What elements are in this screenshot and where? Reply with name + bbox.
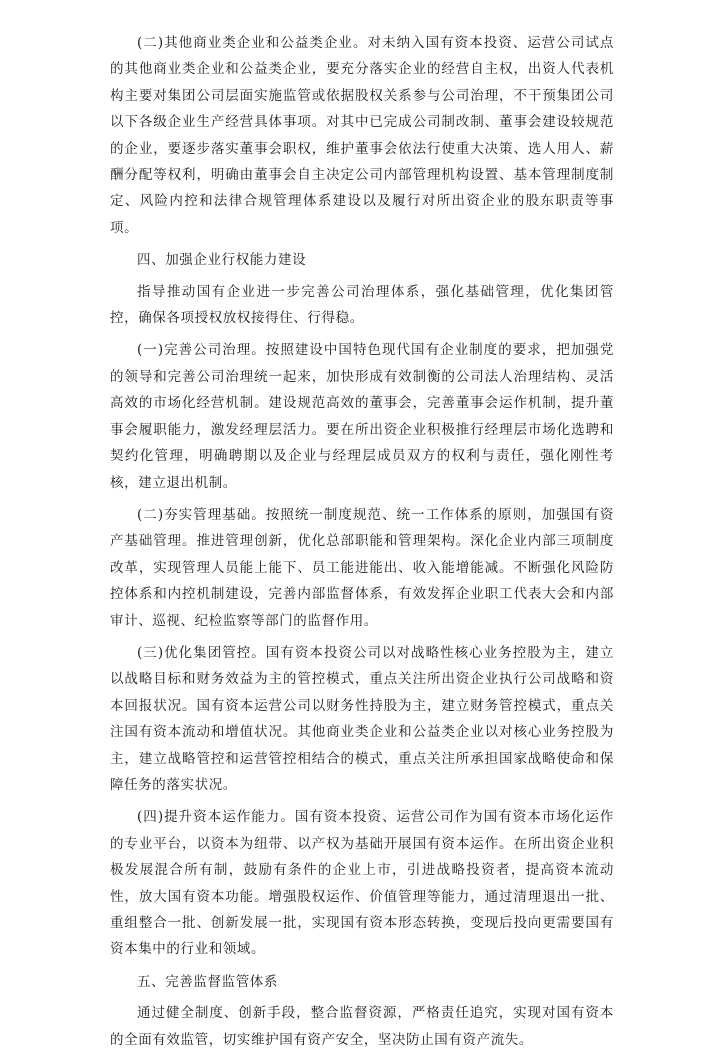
paragraph-group-control: (三)优化集团管控。国有资本投资公司以对战略性核心业务控股为主，建立以战略目标和财务效益为主的管控模式，重点关注所出资企业执行公司战略和资本回报状况。国有资本运营公司以财务性持股为主，建立财务管控模式，重点关注国有资本流动和增值状况。其他商业类企业和公益类企业以对核心业务控股为主，建立战略管控和运营管控相结合的模式，重点关注所承担国家战略使命和保障任务的落实状况。	[110, 644, 614, 793]
section-heading-supervision-system: 五、完善监督监管体系	[137, 973, 278, 990]
section-heading-capacity-building: 四、加强企业行权能力建设	[137, 252, 307, 269]
paragraph-capital-operation: (四)提升资本运作能力。国有资本投资、运营公司作为国有资本市场化运作的专业平台，以资本为纽带、以产权为基础开展国有资本运作。在所出资企业积极发展混合所有制，鼓励有条件的企业上市，引进战略投资者，提高资本流动性，放大国有资本功能。增强股权运作、价值管理等能力，通过清理退出一批、重组整合一批、创新发展一批，实现国有资本形态转换，变现后投向更需要国有资本集中的行业和领域。	[110, 809, 614, 958]
paragraph-management-foundation: (二)夯实管理基础。按照统一制度规范、统一工作体系的原则，加强国有资产基础管理。推进管理创新，优化总部职能和管理架构。深化企业内部三项制度改革，实现管理人员能上能下、员工能进能出、收入能增能减。不断强化风险防控体系和内控机制建设，完善内部监督体系，有效发挥企业职工代表大会和内部审计、巡视、纪检监察等部门的监督作用。	[110, 506, 614, 629]
paragraph-corporate-governance: (一)完善公司治理。按照建设中国特色现代国有企业制度的要求，把加强党的领导和完善公司治理统一起来，加快形成有效制衡的公司法人治理结构、灵活高效的市场化经营机制。建设规范高效的董事会，完善董事会运作机制，提升董事会履职能力，激发经理层活力。要在所出资企业积极推行经理层市场化选聘和契约化管理，明确聘期以及企业与经理层成员双方的权利与责任，强化刚性考核，建立退出机制。	[110, 342, 614, 491]
paragraph-enterprise-autonomy: (二)其他商业类企业和公益类企业。对未纳入国有资本投资、运营公司试点的其他商业类企业和公益类企业，要充分落实企业的经营自主权，出资人代表机构主要对集团公司层面实施监管或依据股权关系参与公司治理，不干预集团公司以下各级企业生产经营具体事项。对其中已完成公司制改制、董事会建设较规范的企业，要逐步落实董事会职权，维护董事会依法行使重大决策、选人用人、薪酬分配等权利，明确由董事会自主决定公司内部管理机构设置、基本管理制度制定、风险内控和法律合规管理体系建设以及履行对所出资企业的股东职责等事项。	[110, 35, 614, 236]
paragraph-capacity-intro: 指导推动国有企业进一步完善公司治理体系，强化基础管理，优化集团管控，确保各项授权放权接得住、行得稳。	[110, 283, 614, 327]
paragraph-supervision-intro: 通过健全制度、创新手段，整合监督资源，严格责任追究，实现对国有资本的全面有效监管，切实维护国有资产安全，坚决防止国有资产流失。	[110, 1005, 614, 1048]
